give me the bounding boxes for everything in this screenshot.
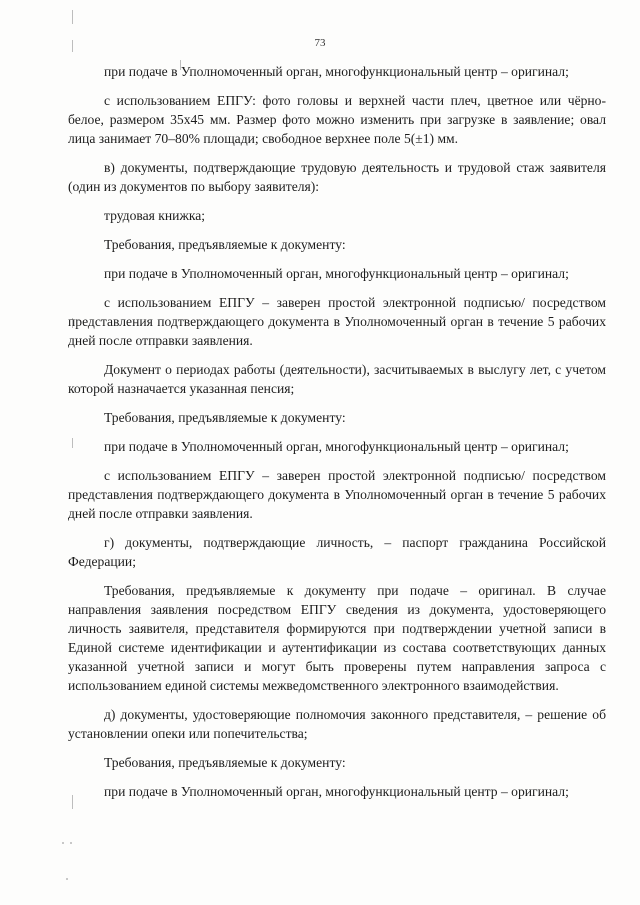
paragraph: Требования, предъявляемые к документу: [104,755,346,770]
scan-artifact [62,842,64,844]
paragraph: Требования, предъявляемые к документу при подаче – оригинал. В случае направления заявления посредством ЕПГУ сведения из документа, удостоверяющего личность заявителя, представителя формируются при подтверждении учетной записи в Единой системе идентификации и аутентификации из состава соответствующих данных указанной учетной записи и могут быть проверены путем направления запроса с использованием единой системы межведомственного электронного взаимодействия. [68,583,606,693]
paragraph: д) документы, удостоверяющие полномочия законного представителя, – решение об установлении опеки или попечительства; [68,707,606,741]
scan-artifact [70,842,72,844]
paragraph: Документ о периодах работы (деятельности), засчитываемых в выслугу лет, с учетом которой назначается указанная пенсия; [68,362,606,396]
paragraph: при подаче в Уполномоченный орган, многофункциональный центр – оригинал; [104,266,569,281]
document-body [68,62,606,811]
paragraph: Требования, предъявляемые к документу: [104,410,346,425]
paragraph: при подаче в Уполномоченный орган, многофункциональный центр – оригинал; [104,439,569,454]
paragraph: с использованием ЕПГУ: фото головы и верхней части плеч, цветное или чёрно-белое, размером 35х45 мм. Размер фото можно изменить при загрузке в заявление; овал лица занимает 70–80% площади; свободное верхнее поле 5(±1) мм. [68,93,606,146]
scan-artifact [72,10,73,24]
paragraph: Требования, предъявляемые к документу: [104,237,346,252]
paragraph: г) документы, подтверждающие личность, – паспорт гражданина Российской Федерации; [68,535,606,569]
scan-artifact [66,878,68,880]
paragraph: трудовая книжка; [104,208,206,223]
page-number: 73 [314,37,326,49]
paragraph: с использованием ЕПГУ – заверен простой электронной подписью/ посредством представления подтверждающего документа в Уполномоченный орган в течение 5 рабочих дней после отправки заявления. [68,295,606,348]
scan-artifact [72,40,73,52]
paragraph: с использованием ЕПГУ – заверен простой электронной подписью/ посредством представления подтверждающего документа в Уполномоченный орган в течение 5 рабочих дней после отправки заявления. [68,468,606,521]
paragraph: при подаче в Уполномоченный орган, многофункциональный центр – оригинал; [104,784,569,799]
paragraph: в) документы, подтверждающие трудовую деятельность и трудовой стаж заявителя (один из документов по выбору заявителя): [68,160,606,194]
paragraph: при подаче в Уполномоченный орган, многофункциональный центр – оригинал; [104,64,569,79]
